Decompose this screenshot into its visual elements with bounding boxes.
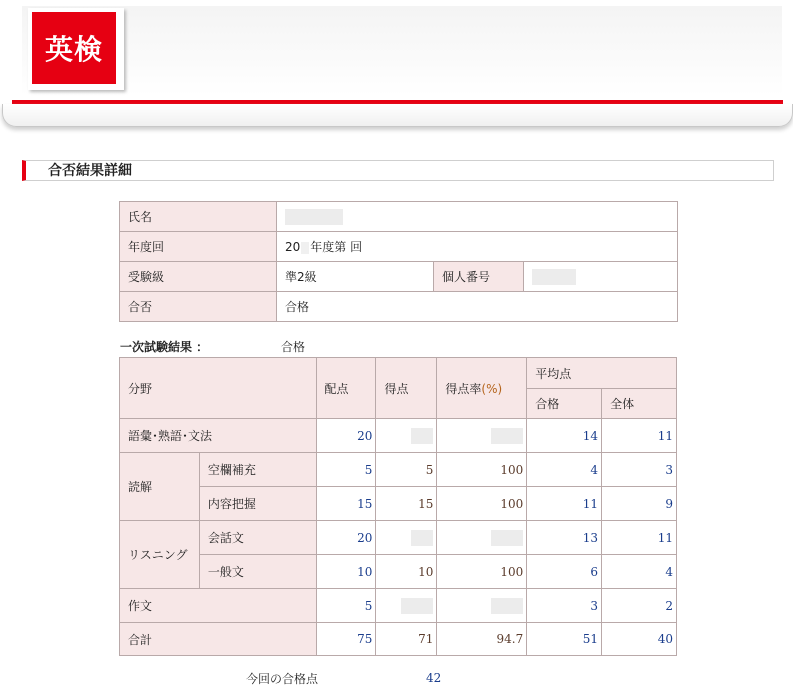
header-average: 平均点: [527, 358, 677, 389]
score-redacted: [411, 530, 433, 546]
row-field: 作文: [120, 589, 317, 623]
row-max: 15: [316, 487, 376, 521]
row-group-listening: リスニング: [120, 521, 200, 589]
score-table: [119, 357, 677, 656]
name-label: 氏名: [120, 202, 277, 232]
row-score: [376, 419, 437, 453]
row-avg-pass: 3: [527, 589, 602, 623]
row-rate: [437, 521, 527, 555]
table-row: [120, 487, 677, 521]
row-rate: 100: [437, 453, 527, 487]
row-score: [376, 521, 437, 555]
result-label: 合否: [120, 292, 277, 322]
row-score: 15: [376, 487, 437, 521]
row-rate: 94.7: [437, 623, 527, 656]
row-avg-pass: 14: [527, 419, 602, 453]
row-max: 5: [316, 453, 376, 487]
id-redacted: [532, 269, 576, 285]
rate-redacted: [491, 530, 523, 546]
first-exam-result-label: 一次試験結果 ：: [120, 340, 209, 354]
header-score: 得点: [376, 358, 437, 419]
row-group-reading: 読解: [120, 453, 200, 521]
row-avg-all: 11: [602, 419, 677, 453]
row-max: 75: [316, 623, 376, 656]
row-avg-all: 2: [602, 589, 677, 623]
pass-point-value: 42: [426, 671, 442, 685]
header-band: [22, 6, 782, 96]
grade-value: 準2級: [277, 262, 434, 292]
header-max: 配点: [316, 358, 376, 419]
row-rate: 100: [437, 555, 527, 589]
header-field: 分野: [120, 358, 317, 419]
row-avg-pass: 13: [527, 521, 602, 555]
row-sub: 内容把握: [199, 487, 316, 521]
candidate-info-table: [119, 201, 678, 322]
rate-redacted: [491, 428, 523, 444]
row-sub: 空欄補充: [199, 453, 316, 487]
row-max: 20: [316, 419, 376, 453]
year-redacted: [301, 242, 309, 254]
table-row: [120, 453, 677, 487]
year-prefix: 20: [285, 240, 301, 254]
year-suffix: 年度第 回: [310, 240, 363, 254]
row-max: 5: [316, 589, 376, 623]
row-avg-all: 9: [602, 487, 677, 521]
row-avg-all: 40: [602, 623, 677, 656]
table-row-total: [120, 623, 677, 656]
info-row-grade: [120, 262, 678, 292]
grade-label: 受験級: [120, 262, 277, 292]
page-title: 合否結果詳細: [22, 160, 774, 181]
row-avg-pass: 51: [527, 623, 602, 656]
eiken-logo[interactable]: [28, 8, 124, 90]
row-field: 合計: [120, 623, 317, 656]
logo-text: 英検: [32, 12, 116, 84]
row-avg-all: 11: [602, 521, 677, 555]
pass-point-label: 今回の合格点: [246, 672, 319, 686]
row-field: 語彙･熟語･文法: [120, 419, 317, 453]
row-avg-all: 4: [602, 555, 677, 589]
first-exam-result-value: 合格: [281, 340, 306, 354]
name-redacted: [285, 209, 343, 225]
row-rate: 100: [437, 487, 527, 521]
header-bottom-bar: [2, 104, 793, 127]
header-avg-pass: 合格: [527, 389, 602, 419]
row-avg-pass: 4: [527, 453, 602, 487]
site-header: [0, 0, 793, 128]
year-value: [277, 232, 678, 262]
header-avg-all: 全体: [602, 389, 677, 419]
header-rate: [437, 358, 527, 419]
info-row-year: [120, 232, 678, 262]
row-rate: [437, 419, 527, 453]
rate-redacted: [491, 598, 523, 614]
header-rate-text: 得点率(%): [445, 381, 503, 396]
row-avg-pass: 6: [527, 555, 602, 589]
table-row: [120, 555, 677, 589]
table-row: [120, 419, 677, 453]
name-value: [277, 202, 678, 232]
id-label: 個人番号: [434, 262, 524, 292]
id-value: [524, 262, 678, 292]
row-max: 20: [316, 521, 376, 555]
score-redacted: [411, 428, 433, 444]
row-avg-pass: 11: [527, 487, 602, 521]
info-row-name: [120, 202, 678, 232]
row-avg-all: 3: [602, 453, 677, 487]
row-score: 10: [376, 555, 437, 589]
info-row-result: [120, 292, 678, 322]
row-score: [376, 589, 437, 623]
table-row: [120, 521, 677, 555]
row-score: 71: [376, 623, 437, 656]
score-redacted: [401, 598, 433, 614]
year-label: 年度回: [120, 232, 277, 262]
row-max: 10: [316, 555, 376, 589]
header-rate-unit: (%): [481, 381, 503, 396]
row-score: 5: [376, 453, 437, 487]
score-header-row-1: [120, 358, 677, 389]
table-row: [120, 589, 677, 623]
row-rate: [437, 589, 527, 623]
result-value: 合格: [277, 292, 678, 322]
row-sub: 会話文: [199, 521, 316, 555]
row-sub: 一般文: [199, 555, 316, 589]
